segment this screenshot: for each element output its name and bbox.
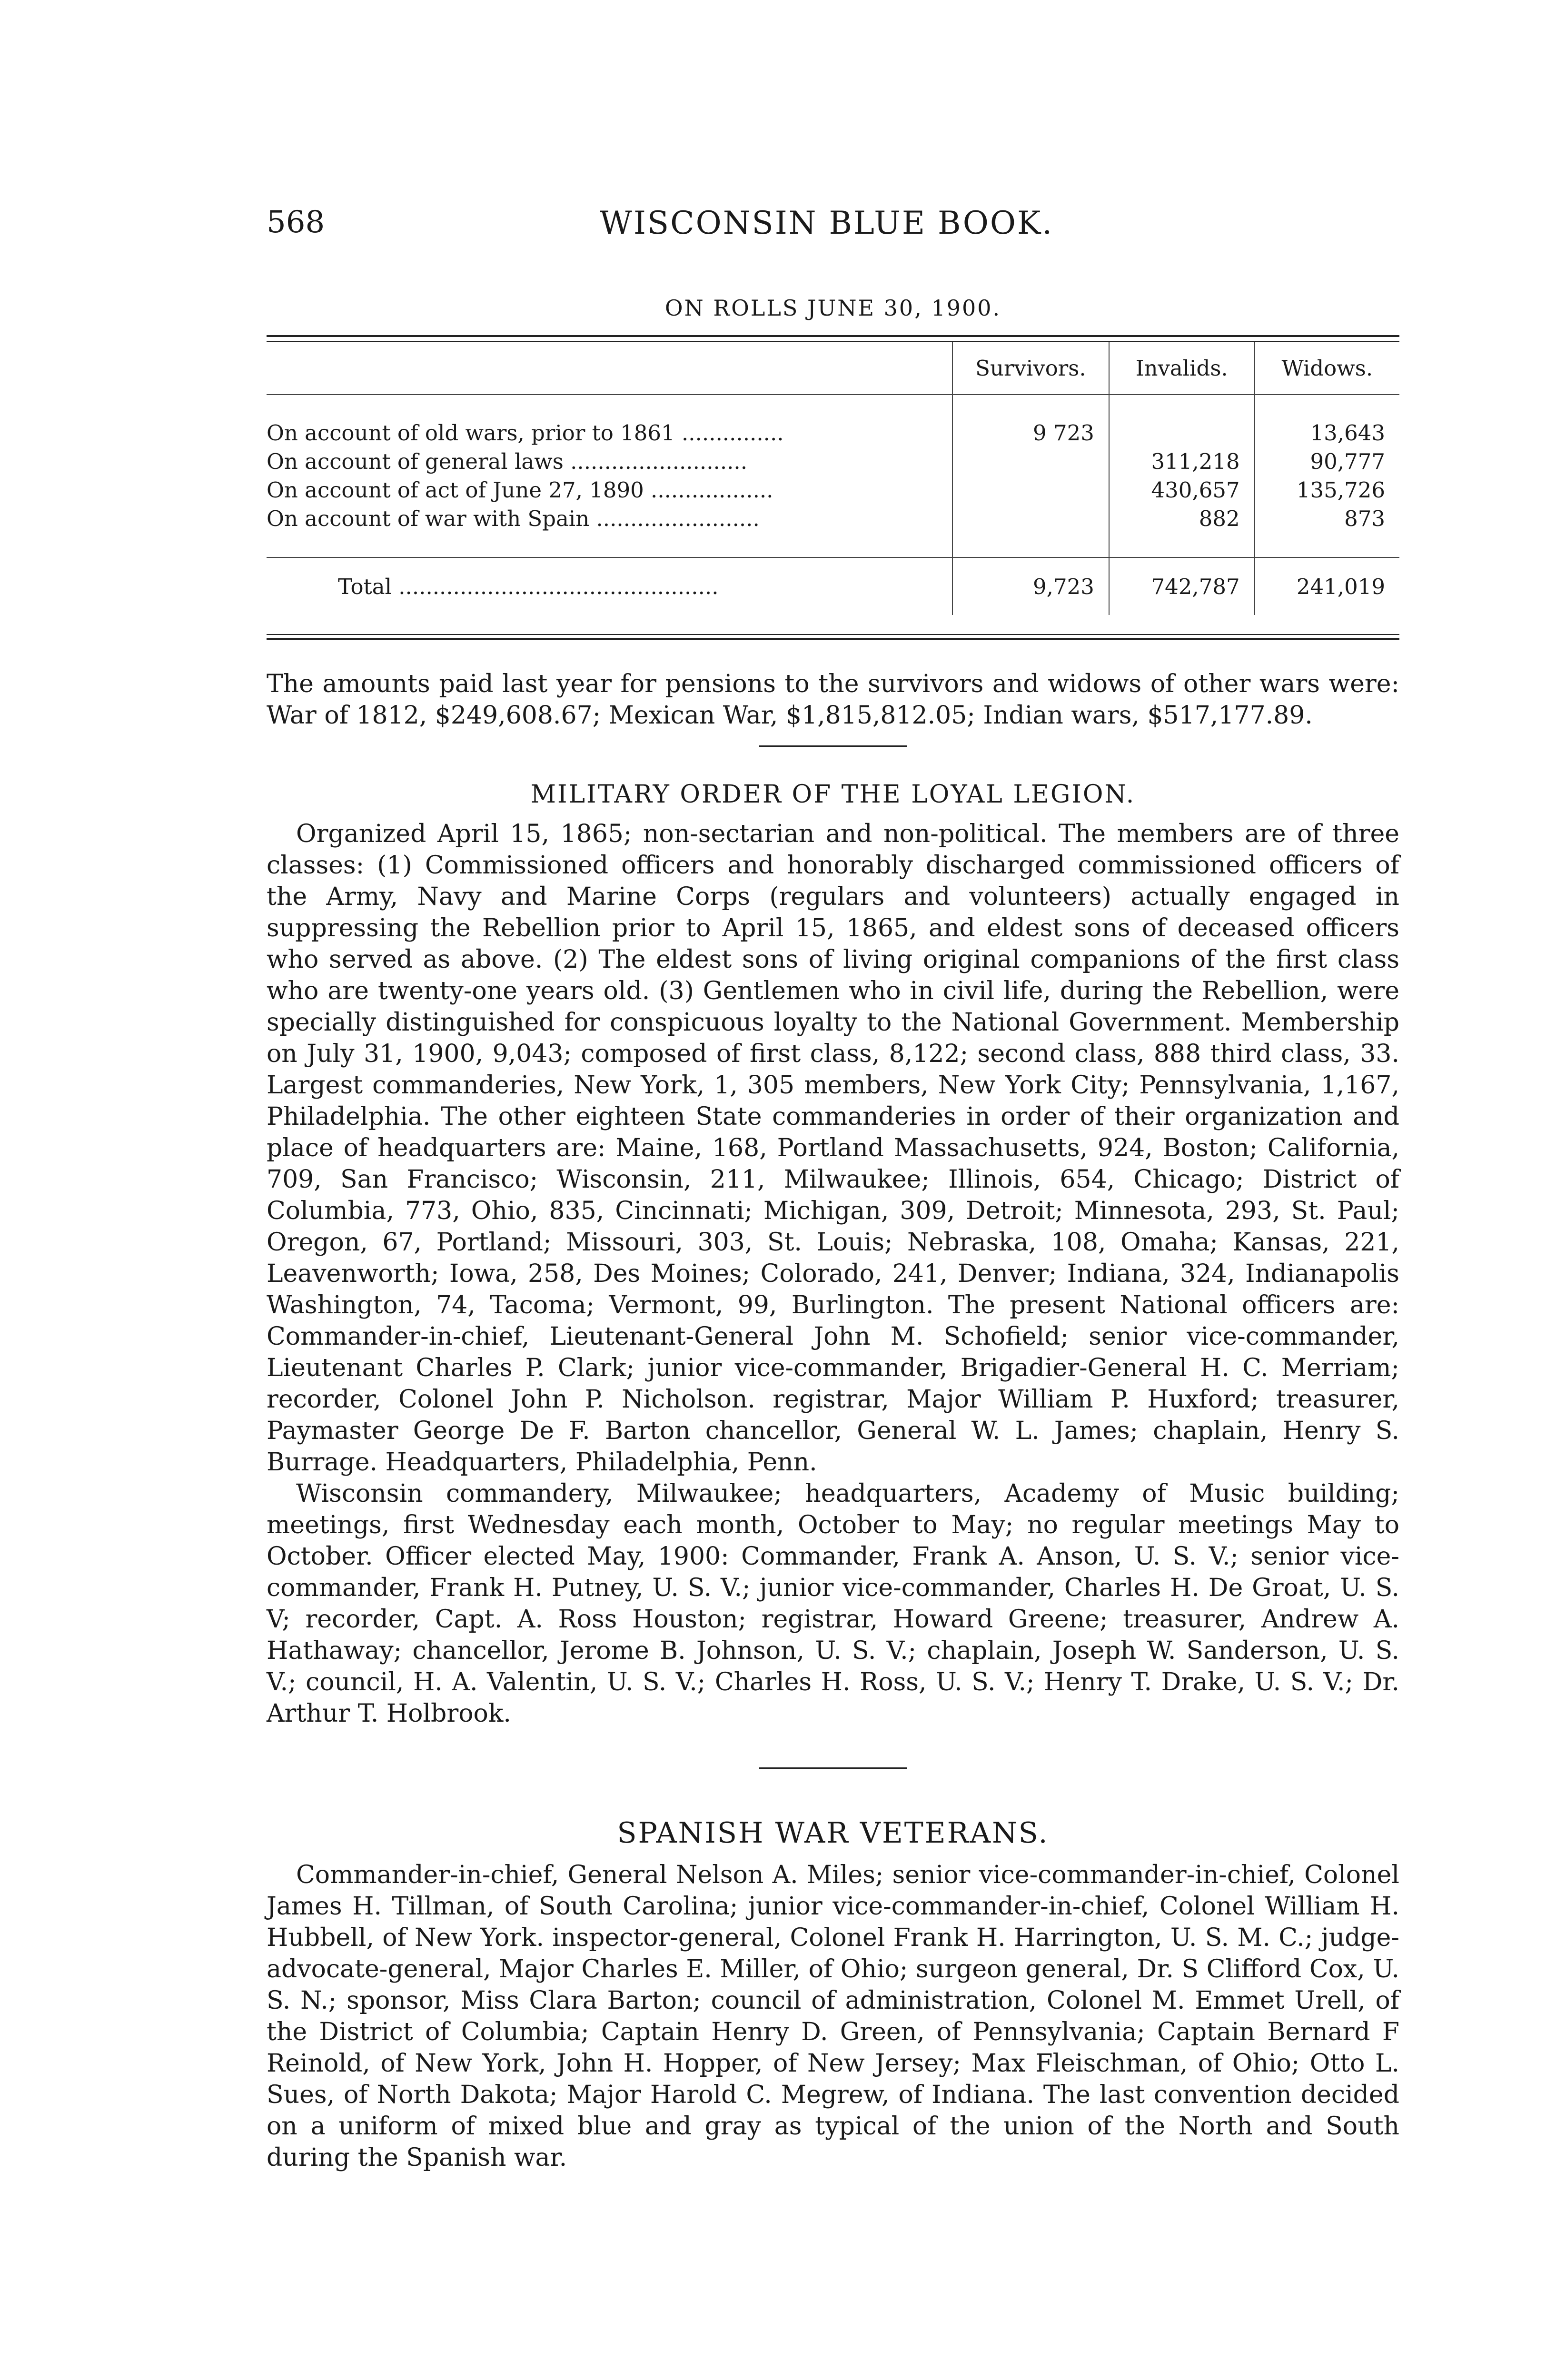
total-survivors: 9,723 xyxy=(952,557,1109,615)
loyal-legion-heading: MILITARY ORDER OF THE LOYAL LEGION. xyxy=(530,780,1136,809)
table-row xyxy=(267,419,1399,447)
widows-cell: 90,777 xyxy=(1255,447,1399,476)
section-divider xyxy=(759,1767,907,1769)
column-header-invalids: Invalids. xyxy=(1109,342,1255,395)
table-header-row xyxy=(267,342,1399,395)
page-header xyxy=(267,190,1399,243)
widows-cell: 135,726 xyxy=(1255,476,1399,505)
widows-cell: 13,643 xyxy=(1255,419,1399,447)
table-caption: ON ROLLS JUNE 30, 1900. xyxy=(664,295,1001,321)
pension-table xyxy=(267,342,1399,615)
column-header-widows: Widows. xyxy=(1255,342,1399,395)
table-spacer xyxy=(267,533,1399,557)
invalids-cell xyxy=(1109,419,1255,447)
running-title: WISCONSIN BLUE BOOK. xyxy=(600,205,1054,241)
loyal-legion-paragraph: Organized April 15, 1865; non-sectarian and non-political. The members are of three classes: (1) Commissioned officers and honorably discharged commissioned officers of the Army, Navy and Marine Corps (regulars and volunteers) actually engaged in suppressing the Rebellion prior to April 15, 1865, and eldest sons of deceased officers who served as above. (2) The eldest sons of living original companions of the first class who are twenty-one years old. (3) Gentlemen who in civil life, during the Rebellion, were specially distinguished for conspicuous loyalty to the National Government. Membership on July 31, 1900, 9,043; composed of first class, 8,122; second class, 888 third class, 33. Largest commanderies, New York, 1, 305 members, New York City; Pennsylvania, 1,167, Philadelphia. The other eighteen State commanderies in order of their organization and place of headquarters are: Maine, 168, Portland Massachusetts, 924, Boston; California, 709, San Francisco; Wisconsin, 211, Milwaukee; Illinois, 654, Chicago; District of Columbia, 773, Ohio, 835, Cincinnati; Michigan, 309, Detroit; Minnesota, 293, St. Paul; Oregon, 67, Portland; Missouri, 303, St. Louis; Nebraska, 108, Omaha; Kansas, 221, Leavenworth; Iowa, 258, Des Moines; Colorado, 241, Denver; Indiana, 324, Indianapolis Washington, 74, Tacoma; Vermont, 99, Burlington. The present National officers are: Commander-in-chief, Lieutenant-General John M. Schofield; senior vice-commander, Lieutenant Charles P. Clark; junior vice-commander, Brigadier-General H. C. Merriam; recorder, Colonel John P. Nicholson. registrar, Major William P. Huxford; treasurer, Paymaster George De F. Barton chancellor, General W. L. James; chaplain, Henry S. Burrage. Headquarters, Philadelphia, Penn. xyxy=(267,820,1399,1477)
pensions-note: The amounts paid last year for pensions to the survivors and widows of other wars were: War of 1812, $249,608.67; Mexican War, $1,815,812.05; Indian wars, $517,177.89. xyxy=(267,670,1399,730)
spanish-war-paragraph: Commander-in-chief, General Nelson A. Miles; senior vice-commander-in-chief, Colonel James H. Tillman, of South Carolina; junior vice-commander-in-chief, Colonel William H. Hubbell, of New York. inspector-general, Colonel Frank H. Harrington, U. S. M. C.; judge-advocate-general, Major Charles E. Miller, of Ohio; surgeon general, Dr. S Clifford Cox, U. S. N.; sponsor, Miss Clara Barton; council of administration, Colonel M. Emmet Urell, of the District of Columbia; Captain Henry D. Green, of Pennsylvania; Captain Bernard F Reinold, of New York, John H. Hopper, of New Jersey; Max Fleischman, of Ohio; Otto L. Sues, of North Dakota; Major Harold C. Megrew, of Indiana. The last convention decided on a uniform of mixed blue and gray as typical of the union of the North and South during the Spanish war. xyxy=(267,1861,1399,2172)
widows-cell: 873 xyxy=(1255,505,1399,533)
table-row xyxy=(267,447,1399,476)
table-top-rule xyxy=(267,335,1399,342)
row-label: On account of old wars, prior to 1861 ............... xyxy=(267,420,784,446)
row-label: On account of act of June 27, 1890 .................. xyxy=(267,477,773,503)
spanish-war-heading: SPANISH WAR VETERANS. xyxy=(617,1816,1049,1850)
survivors-cell xyxy=(952,505,1109,533)
table-row xyxy=(267,476,1399,505)
survivors-cell: 9 723 xyxy=(952,419,1109,447)
table-header-blank xyxy=(267,342,952,395)
page-number: 568 xyxy=(267,205,325,240)
table-row xyxy=(267,505,1399,533)
survivors-cell xyxy=(952,476,1109,505)
table-bottom-rule xyxy=(267,634,1399,640)
wisconsin-commandery-paragraph: Wisconsin commandery, Milwaukee; headquarters, Academy of Music building; meetings, first Wednesday each month, October to May; no regular meetings May to October. Officer elected May, 1900: Commander, Frank A. Anson, U. S. V.; senior vice-commander, Frank H. Putney, U. S. V.; junior vice-commander, Charles H. De Groat, U. S. V; recorder, Capt. A. Ross Houston; registrar, Howard Greene; treasurer, Andrew A. Hathaway; chancellor, Jerome B. Johnson, U. S. V.; chaplain, Joseph W. Sanderson, U. S. V.; council, H. A. Valentin, U. S. V.; Charles H. Ross, U. S. V.; Henry T. Drake, U. S. V.; Dr. Arthur T. Holbrook. xyxy=(267,1479,1399,1728)
total-label: Total ............................................... xyxy=(267,557,952,615)
total-invalids: 742,787 xyxy=(1109,557,1255,615)
invalids-cell: 882 xyxy=(1109,505,1255,533)
table-total-row xyxy=(267,557,1399,615)
invalids-cell: 311,218 xyxy=(1109,447,1255,476)
row-label: On account of general laws .......................... xyxy=(267,449,748,474)
document-page xyxy=(267,190,1399,2173)
survivors-cell xyxy=(952,447,1109,476)
invalids-cell: 430,657 xyxy=(1109,476,1255,505)
total-widows: 241,019 xyxy=(1255,557,1399,615)
row-label: On account of war with Spain ........................ xyxy=(267,506,760,531)
column-header-survivors: Survivors. xyxy=(952,342,1109,395)
table-spacer xyxy=(267,395,1399,419)
section-divider xyxy=(759,745,907,747)
